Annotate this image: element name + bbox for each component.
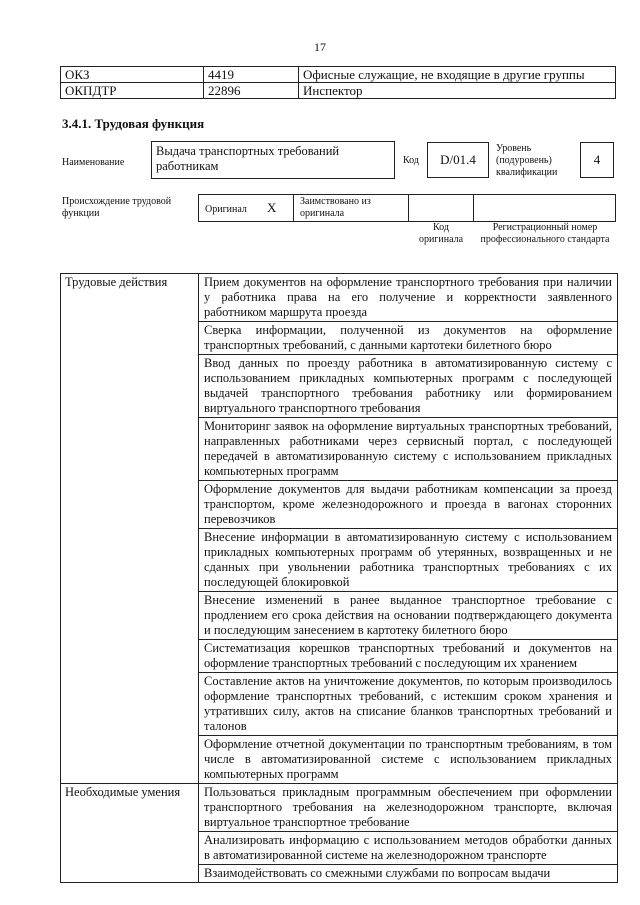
original-mark: X [267, 200, 277, 215]
code-original-caption: Код оригинала [418, 222, 464, 245]
table-row [61, 784, 618, 832]
labor-action-item: Систематизация корешков транспортных требований и документов на оформление транспортных требований с последующим их хранением [199, 640, 618, 673]
level-value-box: 4 [580, 142, 614, 178]
level-label: Уровень (подуровень) квалификации [496, 143, 558, 178]
classifier-title: Инспектор [299, 83, 616, 99]
table-row [61, 83, 616, 99]
labor-function-table [60, 273, 618, 883]
classifier-title: Офисные служащие, не входящие в другие группы [299, 67, 616, 83]
classifier-code: 22896 [204, 83, 299, 99]
labor-action-item: Мониторинг заявок на оформление виртуальных транспортных требований, направленных работниками через сервисный портал, с последующей передачей в автоматизированную систему с использованием прикладных компьютерных программ [199, 418, 618, 481]
section-title: 3.4.1. Трудовая функция [62, 116, 205, 131]
original-box [198, 194, 294, 222]
labor-action-item: Оформление отчетной документации по транспортным требованиям, в том числе в автоматизированной системе с использованием прикладных компьютерных программ [199, 736, 618, 784]
classifier-codes-table [60, 66, 616, 99]
code-label: Код [403, 155, 419, 166]
original-label: Оригинал [205, 204, 247, 215]
labor-action-item: Оформление документов для выдачи работникам компенсации за проезд транспортом, кроме железнодорожного и проезда в вагонах сторонних перевозчиков [199, 481, 618, 529]
labor-actions-label: Трудовые действия [61, 274, 199, 784]
labor-action-item: Прием документов на оформление транспортного требования при наличии у работника права на его получение и корректности заявленного работником маршрута проезда [199, 274, 618, 322]
required-skills-label: Необходимые умения [61, 784, 199, 883]
function-name-box: Выдача транспортных требований работникам [151, 141, 395, 179]
classifier-name: ОКЗ [61, 67, 204, 83]
page-number: 17 [314, 40, 326, 54]
labor-action-item: Сверка информации, полученной из документов на оформление транспортных требований, с данными картотеки билетного бюро [199, 322, 618, 355]
labor-action-item: Составление актов на уничтожение документов, по которым производилось оформление транспортных требований, с истекшим сроком хранения и утративших силу, актов на списание бланков транспортных требований и талонов [199, 673, 618, 736]
labor-action-item: Ввод данных по проезду работника в автоматизированную систему с использованием прикладных компьютерных программ с последующей выдачей транспортного требования работнику или формированием виртуального транспортного требования [199, 355, 618, 418]
name-label: Наименование [62, 157, 125, 168]
origin-label: Происхождение трудовой функции [62, 196, 172, 219]
borrowed-label: Заимствовано из оригинала [300, 196, 371, 219]
function-code-box: D/01.4 [427, 142, 489, 178]
table-row [61, 274, 618, 322]
reg-number-box [473, 194, 616, 222]
labor-action-item: Внесение изменений в ранее выданное транспортное требование с продлением его срока действия на основании подтверждающего документа и последующим занесением в картотеку билетного бюро [199, 592, 618, 640]
classifier-name: ОКПДТР [61, 83, 204, 99]
labor-action-item: Внесение информации в автоматизированную систему с использованием прикладных компьютерных программ об утерянных, возвращенных и не сданных при увольнении работника транспортных требованиях с их последующей блокировкой [199, 529, 618, 592]
skill-item: Взаимодействовать со смежными службами по вопросам выдачи [199, 865, 618, 883]
table-row [61, 67, 616, 83]
borrowed-box [293, 194, 409, 222]
skill-item: Анализировать информацию с использованием методов обработки данных в автоматизированной системе на железнодорожном транспорте [199, 832, 618, 865]
reg-number-caption: Регистрационный номер профессионального стандарта [480, 222, 610, 245]
classifier-code: 4419 [204, 67, 299, 83]
skill-item: Пользоваться прикладным программным обеспечением при оформлении транспортного требования на железнодорожном транспорте, включая виртуальное транспортное требование [199, 784, 618, 832]
code-original-box [408, 194, 474, 222]
